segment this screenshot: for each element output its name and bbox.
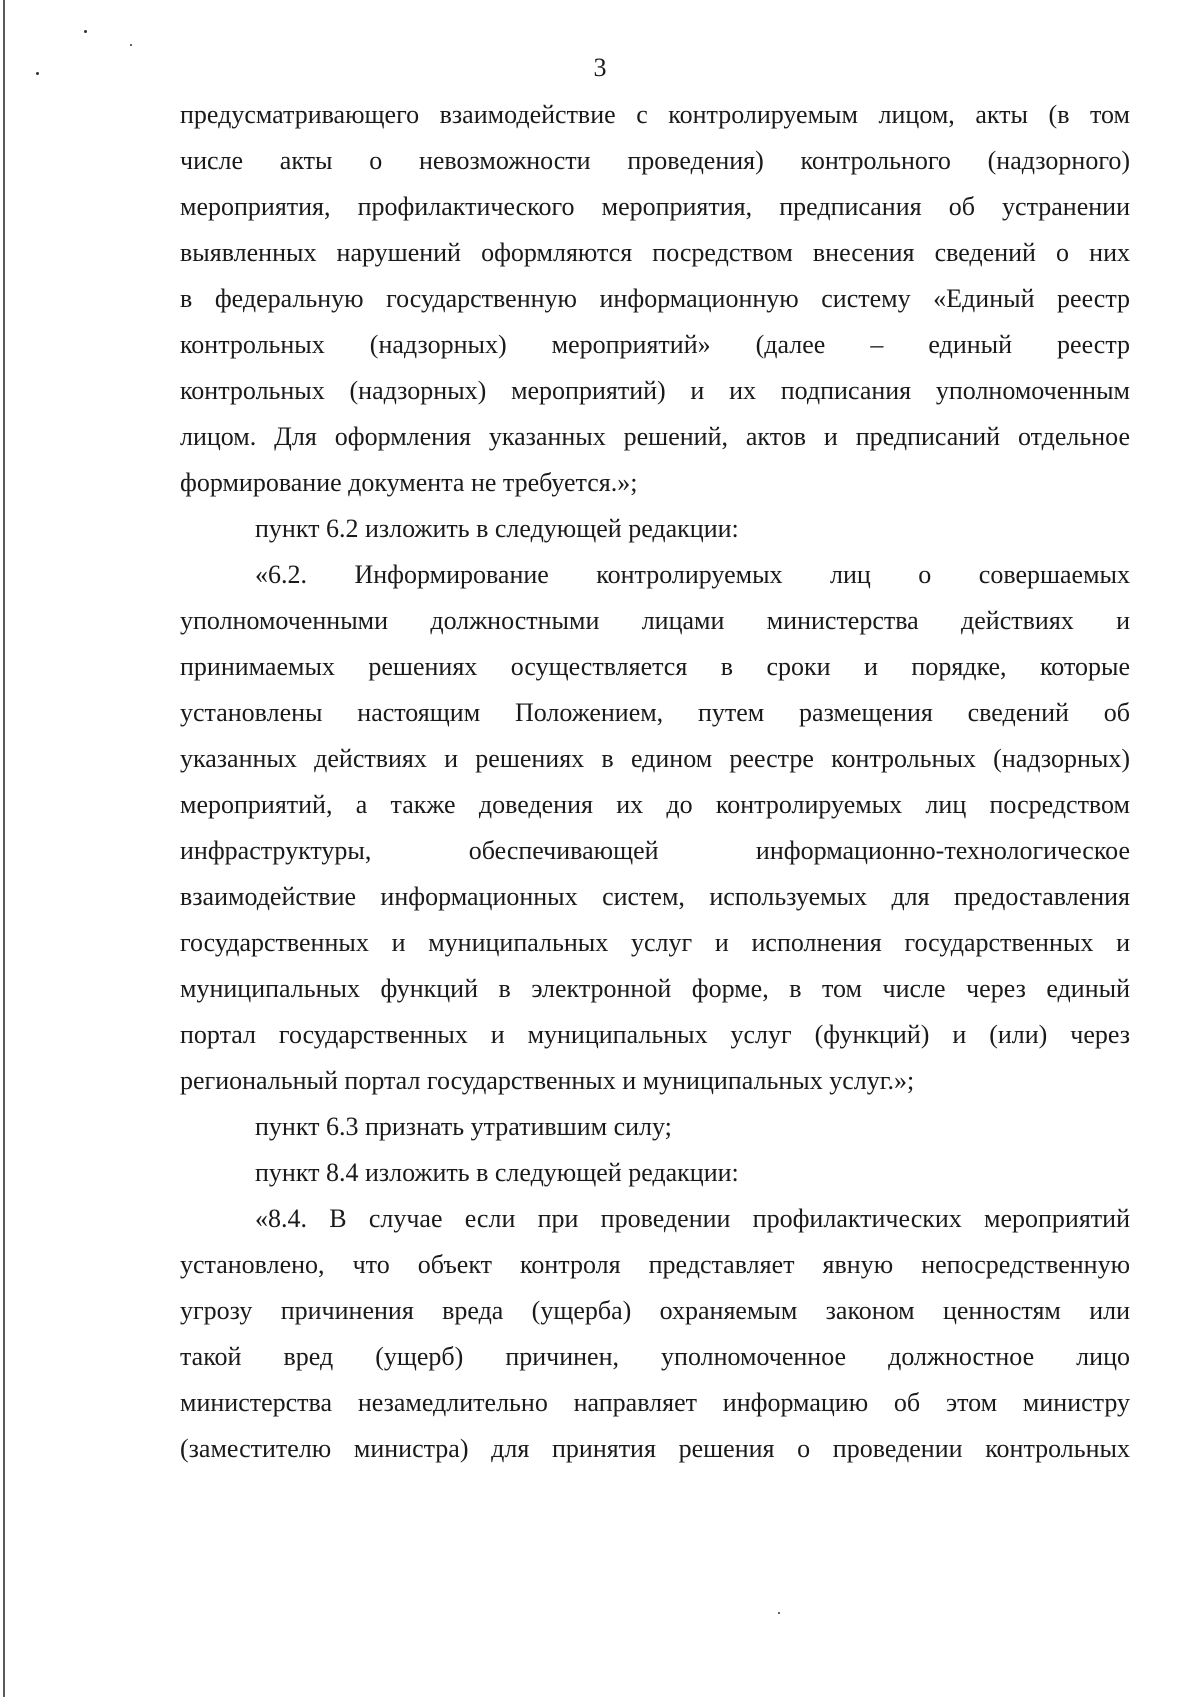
body-line: такой вред (ущерб) причинен, уполномоченное должностное лицо [180,1342,1130,1371]
body-line: выявленных нарушений оформляются посредством внесения сведений о них [180,238,1130,267]
scan-speck [778,1612,780,1614]
body-line: принимаемых решениях осуществляется в сроки и порядке, которые [180,652,1130,681]
body-line: числе акты о невозможности проведения) контрольного (надзорного) [180,146,1130,175]
body-line: установлено, что объект контроля представляет явную непосредственную [180,1250,1130,1279]
body-line: государственных и муниципальных услуг и исполнения государственных и [180,928,1130,957]
body-line: региональный портал государственных и муниципальных услуг.»; [180,1066,915,1095]
body-line: мероприятий, а также доведения их до контролируемых лиц посредством [180,790,1130,819]
body-line: взаимодействие информационных систем, используемых для предоставления [180,882,1130,911]
body-line: угрозу причинения вреда (ущерба) охраняемым законом ценностям или [180,1296,1130,1325]
scan-speck [130,44,132,46]
body-line: уполномоченными должностными лицами министерства действиях и [180,606,1130,635]
body-line: предусматривающего взаимодействие с контролируемым лицом, акты (в том [180,100,1130,129]
body-line: мероприятия, профилактического мероприятия, предписания об устранении [180,192,1130,221]
page-number: 3 [593,53,607,82]
scan-speck [84,30,87,33]
body-line: министерства незамедлительно направляет информацию об этом министру [180,1388,1130,1417]
body-line: пункт 6.3 признать утратившим силу; [255,1112,672,1141]
body-line: установлены настоящим Положением, путем размещения сведений об [180,698,1130,727]
body-line: инфраструктуры, обеспечивающей информационно-технологическое [180,836,1130,865]
body-line: контрольных (надзорных) мероприятий» (далее – единый реестр [180,330,1130,359]
body-line: в федеральную государственную информационную систему «Единый реестр [180,284,1130,313]
scan-border [3,0,5,1697]
body-line: контрольных (надзорных) мероприятий) и их подписания уполномоченным [180,376,1130,405]
body-line: пункт 6.2 изложить в следующей редакции: [255,514,739,543]
body-line: пункт 8.4 изложить в следующей редакции: [255,1158,739,1187]
body-line: «8.4. В случае если при проведении профилактических мероприятий [255,1204,1130,1233]
body-line: муниципальных функций в электронной форме, в том числе через единый [180,974,1130,1003]
body-line: (заместителю министра) для принятия решения о проведении контрольных [180,1434,1130,1463]
body-line: портал государственных и муниципальных услуг (функций) и (или) через [180,1020,1130,1049]
body-line: формирование документа не требуется.»; [180,468,638,497]
body-line: указанных действиях и решениях в едином реестре контрольных (надзорных) [180,744,1130,773]
body-line: «6.2. Информирование контролируемых лиц о совершаемых [255,560,1130,589]
body-line: лицом. Для оформления указанных решений, актов и предписаний отдельное [180,422,1130,451]
